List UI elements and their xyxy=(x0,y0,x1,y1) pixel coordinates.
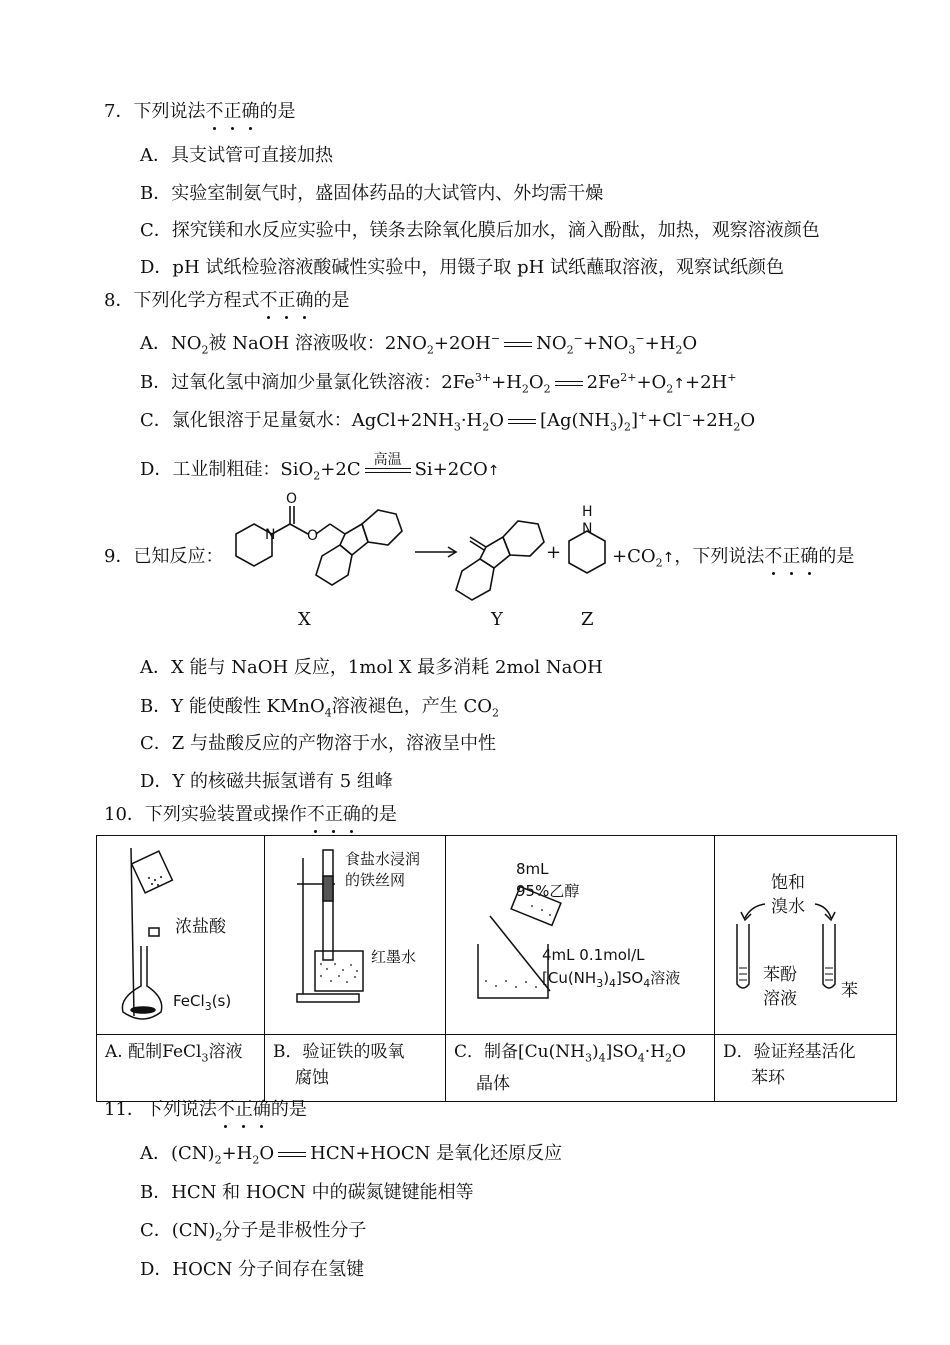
q8-option-d: D．工业制粗硅：SiO$_2$+2C 高温 Si+2CO↑ xyxy=(140,451,500,483)
q9-plus: + xyxy=(546,542,562,563)
label-8ml: 8mL xyxy=(516,860,549,878)
q8-stem: 8．下列化学方程式不正确的是 xyxy=(104,286,349,312)
q9-stem-tail: $+CO_2↑$，下列说法不正确的是 xyxy=(612,542,854,570)
equals-double-line xyxy=(278,1152,306,1157)
apparatus-b-cell xyxy=(265,836,446,1035)
crystal-preparation-diagram xyxy=(446,836,714,1029)
q11-option-d: D．HOCN 分子间存在氢键 xyxy=(140,1259,365,1280)
label-conc-hcl: 浓盐酸 xyxy=(175,917,226,937)
apparatus-table xyxy=(96,835,897,1102)
label-red-ink: 红墨水 xyxy=(371,948,417,966)
label-salt-iron-mesh-line1: 食盐水浸润 xyxy=(345,850,421,868)
label-saturated: 饱和 xyxy=(771,873,805,893)
caption-d: D．验证羟基活化 苯环 xyxy=(715,1035,897,1102)
q7-stem: 7．下列说法不正确的是 xyxy=(104,97,295,123)
y-fluorene-top-ring xyxy=(503,521,544,556)
label-benzene: 苯 xyxy=(841,981,858,1001)
q9-option-b: B．Y 能使酸性 KMnO$_4$溶液褪色，产生 $CO_2$ xyxy=(140,696,500,720)
label-cu-complex-solution: $[Cu(NH_3)_4]SO_4$溶液 xyxy=(542,969,681,990)
label-y: Y xyxy=(491,609,503,630)
x-atom-o-carbonyl: O xyxy=(286,491,298,507)
q8-option-c: C．氯化银溶于足量氨水：$AgCl+2NH_3\cdot H_2O$ $[Ag(NH_3)_2]^++Cl^-+2H_2O$ xyxy=(140,409,756,434)
q11-stem: 11．下列说法不正确的是 xyxy=(104,1095,307,1121)
q9-option-c: C．Z 与盐酸反应的产物溶于水，溶液呈中性 xyxy=(140,733,496,754)
q7-option-c: C．探究镁和水反应实验中，镁条去除氧化膜后加水，滴入酚酞，加热，观察溶液颜色 xyxy=(140,220,820,241)
z-atom-n: N xyxy=(582,521,593,537)
q11-option-c: C．$(CN)_2$分子是非极性分子 xyxy=(140,1220,367,1244)
gas-arrow-icon: ↑ xyxy=(673,376,686,392)
q10-stem: 10．下列实验装置或操作不正确的是 xyxy=(104,800,397,826)
q9-option-d: D．Y 的核磁共振氢谱有 5 组峰 xyxy=(140,771,393,792)
label-x: X xyxy=(298,609,311,630)
q9-option-a: A．X 能与 NaOH 反应，1mol X 最多消耗 2mol NaOH xyxy=(140,657,603,678)
q8-option-a: A．$NO_2$被 NaOH 溶液吸收：$2NO_2+2OH^-$ $NO_2^-+NO_3^-+H_2O$ xyxy=(140,332,698,357)
label-cu-conc: 4mL 0.1mol/L xyxy=(542,946,645,964)
x-atom-o-ester: O xyxy=(307,528,319,544)
caption-a: A. 配制FeCl$_3$溶液 xyxy=(97,1035,265,1102)
label-solution: 溶液 xyxy=(763,989,797,1009)
apparatus-a-cell xyxy=(97,836,265,1035)
q7-option-b: B．实验室制氨气时，盛固体药品的大试管内、外均需干燥 xyxy=(140,183,604,204)
y-fluorene-bottom-ring xyxy=(456,559,494,600)
gas-arrow-icon: ↑ xyxy=(662,550,675,566)
label-fecl3-solid: FeCl$_3$(s) xyxy=(173,992,232,1013)
label-z: Z xyxy=(581,609,594,630)
phenol-bromination-diagram xyxy=(715,836,896,1029)
q11-option-a: A．$(CN)_2+H_2O$ HCN+HOCN 是氧化还原反应 xyxy=(140,1143,563,1167)
reaction-condition: 高温 xyxy=(365,468,411,473)
z-atom-h: H xyxy=(582,504,593,520)
gas-arrow-icon: ↑ xyxy=(487,463,500,479)
label-phenol: 苯酚 xyxy=(763,965,797,985)
q7-option-d: D．pH 试纸检验溶液酸碱性实验中，用镊子取 pH 试纸蘸取溶液，观察试纸颜色 xyxy=(140,257,785,278)
caption-c: C．制备$[Cu(NH_3)_4]SO_4\cdot H_2O$ 晶体 xyxy=(446,1035,715,1102)
apparatus-c-cell xyxy=(446,836,715,1035)
z-piperidine-ring xyxy=(569,531,605,573)
apparatus-d-cell xyxy=(715,836,897,1035)
label-ethanol: 95%乙醇 xyxy=(516,882,580,900)
label-salt-iron-mesh-line2: 的铁丝网 xyxy=(345,871,406,889)
label-bromine-water: 溴水 xyxy=(771,897,805,917)
q7-option-a: A．具支试管可直接加热 xyxy=(140,145,333,166)
q9-stem-prefix: 9．已知反应： xyxy=(104,546,224,567)
q8-option-b: B．过氧化氢中滴加少量氯化铁溶液：$2Fe^{3+}+H_2O_2$ $2Fe^{2+}+O_2↑+2H^+$ xyxy=(140,371,737,396)
x-fluorene-top-ring xyxy=(362,510,402,545)
x-atom-n: N xyxy=(265,527,276,543)
q11-option-b: B．HCN 和 HOCN 中的碳氮键键能相等 xyxy=(140,1182,474,1203)
x-fluorene-bottom-ring xyxy=(316,545,352,585)
caption-b: B．验证铁的吸氧 腐蚀 xyxy=(265,1035,446,1102)
